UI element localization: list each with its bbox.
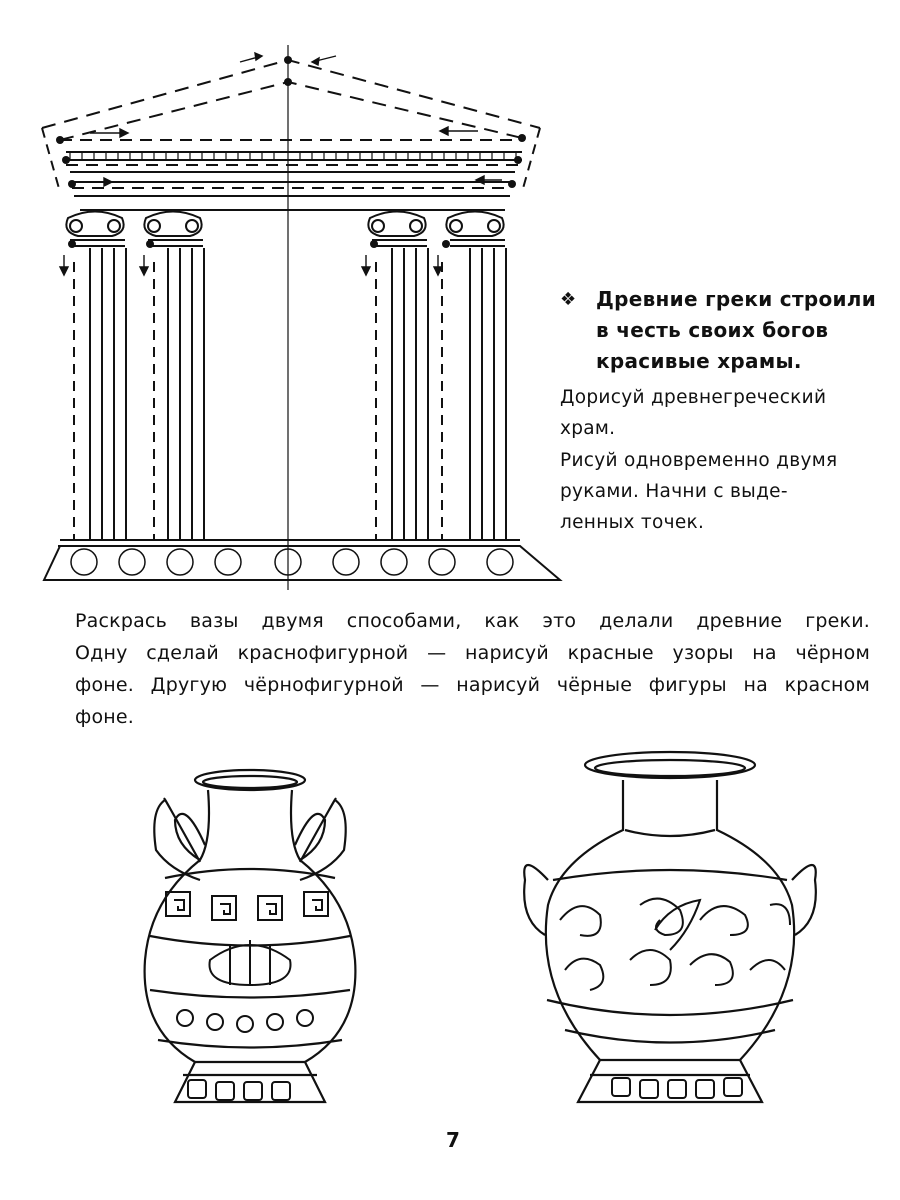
bullet-icon: ❖	[560, 289, 577, 310]
temple-heading	[560, 284, 880, 377]
instruction-1-line-2: храм.	[560, 418, 616, 439]
instruction-2-line-2: руками. Начни с выде-	[560, 481, 788, 502]
instruction-2-line-1: Рисуй одновременно двумя	[560, 450, 838, 471]
instruction-1-line-1: Дорисуй древнегреческий	[560, 387, 827, 408]
vase-instructions	[75, 605, 870, 733]
heading-line-2: в честь своих богов	[596, 318, 829, 342]
heading-line-1: Древние греки строили	[596, 287, 877, 311]
instruction-2-line-3: ленных точек.	[560, 512, 705, 533]
vase-text-line-1: Раскрась вазы двумя способами, как это делали древние греки.	[75, 610, 870, 632]
vase-text-line-4: фоне.	[75, 706, 135, 728]
vase-text-line-3: фоне. Другую чёрнофигурной — нарисуй чёрные фигуры на красном	[75, 674, 870, 696]
page-number: 7	[446, 1128, 460, 1152]
temple-instructions	[560, 382, 870, 539]
heading-line-3: красивые храмы.	[596, 349, 802, 373]
vase-text-line-2: Одну сделай краснофигурной — нарисуй красные узоры на чёрном	[75, 642, 870, 664]
instruction-paragraph-1	[560, 382, 870, 444]
instruction-paragraph-2	[560, 445, 870, 538]
